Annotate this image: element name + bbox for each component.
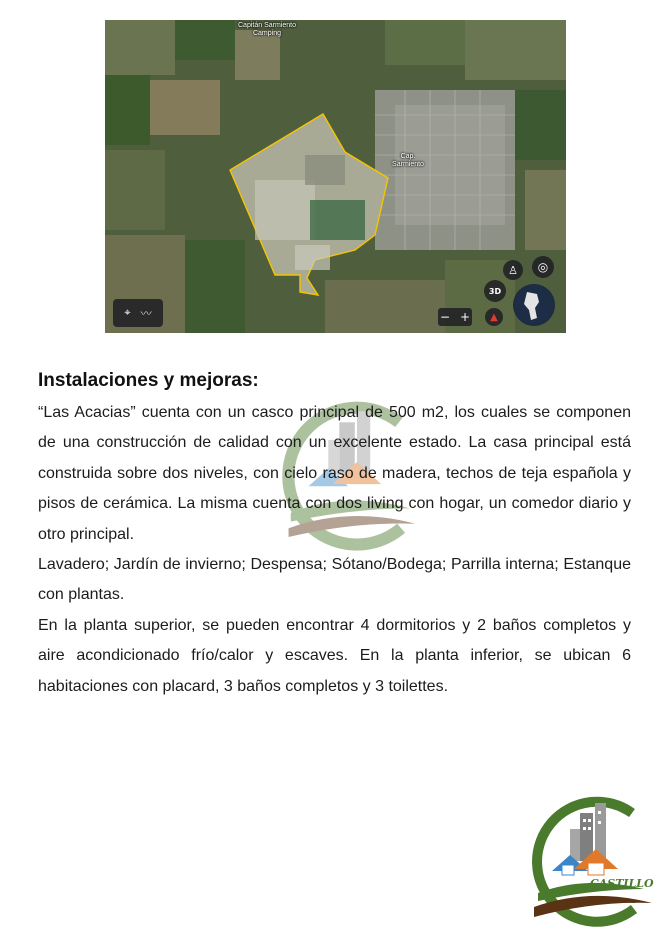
view-3d-button[interactable]: 3D [484,280,506,302]
section-heading: Instalaciones y mejoras: [38,370,259,391]
terrain-icon[interactable]: 〰 [140,307,152,320]
paragraph-rooms: En la planta superior, se pueden encontrar 4 dormitorios y 2 baños completos y aire acondicionado frío/calor y escaves. En la planta inferior, se ubican 6 habitaciones con placard, 3 baños completos y 3 toilettes. [38,616,631,695]
logo-text: CASTILLO [590,877,654,890]
street-view-icon[interactable]: ♙ [503,260,523,280]
zoom-control [438,308,472,326]
compass-icon[interactable]: ▲ [485,308,503,326]
zoom-in-button[interactable]: + [460,310,471,324]
satellite-map[interactable] [105,20,566,333]
zoom-out-button[interactable]: − [439,310,450,324]
location-pin-icon[interactable]: ⌖ [124,306,131,319]
poi-label: Capitán Sarmiento Camping [238,22,296,37]
castillo-logo-icon [516,793,661,938]
globe-icon[interactable] [513,284,555,326]
body-text [38,398,631,702]
my-location-icon[interactable]: ◎ [532,256,554,278]
town-label: Cap. Sarmiento [392,153,424,168]
paragraph-amenities: Lavadero; Jardín de invierno; Despensa; Sótano/Bodega; Parrilla interna; Estanque con plantas. [38,556,631,604]
paragraph-description: “Las Acacias” cuenta con un casco principal de 500 m2, los cuales se componen de una construcción de calidad con un excelente estado. La casa principal está construida sobre dos niveles, con cielo raso de madera, techos de teja española y pisos de cerámica. La misma cuenta con dos living con hogar, un comedor diario y otro principal. [38,404,631,543]
layers-control[interactable] [113,299,163,327]
